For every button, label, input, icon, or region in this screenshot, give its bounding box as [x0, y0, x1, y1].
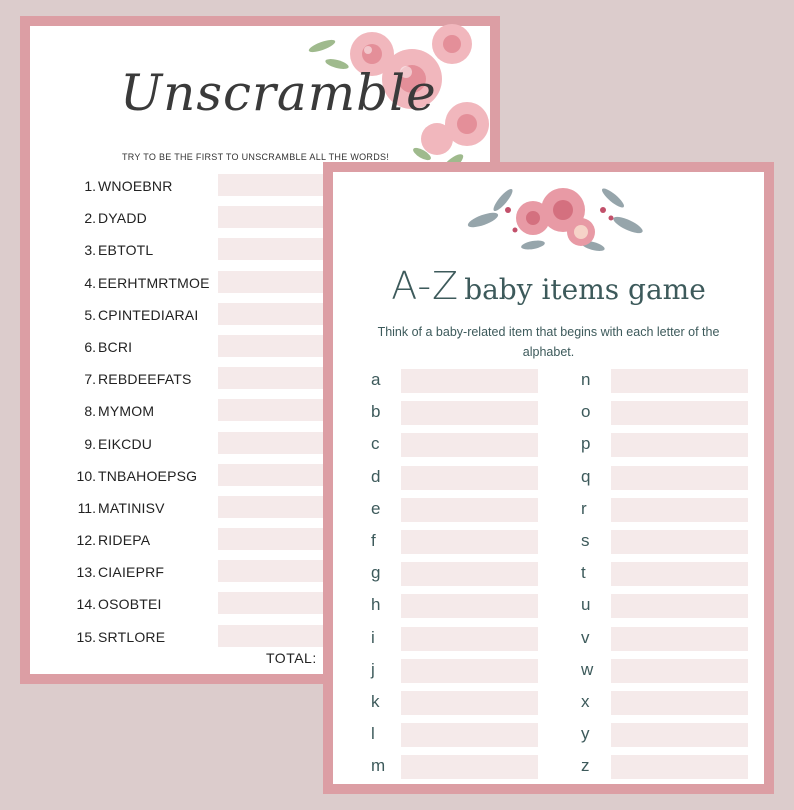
answer-box[interactable]	[611, 755, 748, 779]
answer-box[interactable]	[401, 659, 538, 683]
answer-box[interactable]	[611, 369, 748, 393]
list-item	[363, 592, 543, 624]
letter-label: t	[581, 563, 586, 583]
answer-box[interactable]	[401, 498, 538, 522]
answer-box[interactable]	[611, 562, 748, 586]
scrambled-word: EIKCDU	[98, 435, 153, 452]
list-item	[573, 560, 753, 592]
list-item	[363, 560, 543, 592]
unscramble-title: Unscramble	[120, 64, 437, 122]
answer-box[interactable]	[401, 594, 538, 618]
list-item	[363, 496, 543, 528]
list-item	[573, 625, 753, 657]
answer-box[interactable]	[611, 498, 748, 522]
item-number: 10.	[76, 467, 96, 484]
list-item	[573, 592, 753, 624]
answer-box[interactable]	[611, 530, 748, 554]
item-number: 2.	[84, 210, 96, 227]
list-item	[363, 689, 543, 721]
answer-box[interactable]	[611, 723, 748, 747]
scrambled-word: CIAIEPRF	[98, 564, 165, 581]
letter-label: q	[581, 466, 591, 486]
scrambled-word: MYMOM	[98, 403, 155, 420]
letter-label: a	[371, 370, 381, 389]
scrambled-word: MATINISV	[98, 499, 165, 516]
list-item	[573, 753, 753, 785]
az-game-card	[323, 162, 774, 794]
letter-label: d	[371, 466, 381, 486]
answer-box[interactable]	[401, 530, 538, 554]
az-column-left	[363, 367, 543, 785]
scrambled-word: BCRI	[98, 338, 133, 355]
list-item	[573, 496, 753, 528]
scrambled-word: TNBAHOEPSG	[98, 467, 198, 484]
answer-box[interactable]	[611, 659, 748, 683]
list-item	[363, 367, 543, 399]
answer-box[interactable]	[611, 401, 748, 425]
az-title-small: baby items game	[464, 273, 706, 306]
letter-label: o	[581, 402, 591, 422]
item-number: 15.	[76, 628, 96, 645]
letter-label: n	[581, 370, 591, 389]
answer-box[interactable]	[401, 466, 538, 490]
item-number: 9.	[84, 435, 96, 452]
list-item	[363, 399, 543, 431]
item-number: 6.	[84, 338, 96, 355]
letter-label: s	[581, 530, 590, 550]
answer-box[interactable]	[611, 466, 748, 490]
answer-box[interactable]	[611, 627, 748, 651]
letter-label: i	[371, 627, 375, 647]
list-item	[573, 399, 753, 431]
item-number: 1.	[84, 178, 96, 194]
list-item	[573, 721, 753, 753]
item-number: 14.	[76, 596, 96, 613]
answer-box[interactable]	[401, 723, 538, 747]
az-column-right	[573, 367, 753, 785]
item-number: 3.	[84, 242, 96, 259]
answer-box[interactable]	[611, 594, 748, 618]
letter-label: b	[371, 402, 381, 422]
list-item	[363, 657, 543, 689]
letter-label: c	[371, 434, 380, 454]
scrambled-word: OSOBTEI	[98, 596, 162, 613]
list-item	[573, 431, 753, 463]
letter-label: v	[581, 627, 590, 647]
letter-label: r	[581, 498, 587, 518]
letter-label: k	[371, 691, 380, 711]
scrambled-word: SRTLORE	[98, 628, 166, 645]
answer-box[interactable]	[401, 562, 538, 586]
list-item	[363, 528, 543, 560]
scrambled-word: EERHTMRTMOE	[98, 274, 210, 291]
scrambled-word: CPINTEDIARAI	[98, 306, 199, 323]
list-item	[573, 689, 753, 721]
az-title	[333, 264, 764, 308]
answer-box[interactable]	[401, 627, 538, 651]
item-number: 12.	[76, 532, 96, 549]
answer-box[interactable]	[401, 369, 538, 393]
answer-box[interactable]	[401, 691, 538, 715]
scrambled-word: RIDEPA	[98, 532, 151, 549]
list-item	[573, 528, 753, 560]
answer-box[interactable]	[401, 433, 538, 457]
answer-box[interactable]	[611, 691, 748, 715]
item-number: 5.	[84, 306, 96, 323]
letter-label: p	[581, 434, 591, 454]
letter-label: m	[371, 756, 386, 776]
scrambled-word: DYADD	[98, 210, 147, 227]
list-item	[363, 753, 543, 785]
answer-box[interactable]	[401, 401, 538, 425]
list-item	[363, 464, 543, 496]
item-number: 13.	[76, 564, 96, 581]
az-title-big: A-Z	[391, 264, 460, 308]
az-description: Think of a baby-related item that begins with each letter of the alphabet.	[377, 325, 720, 359]
scrambled-word: WNOEBNR	[98, 178, 173, 194]
item-number: 7.	[84, 371, 96, 388]
letter-label: j	[371, 659, 375, 679]
letter-label: x	[581, 691, 590, 711]
answer-box[interactable]	[401, 755, 538, 779]
item-number: 8.	[84, 403, 96, 420]
scrambled-word: EBTOTL	[98, 242, 154, 259]
letter-label: g	[371, 563, 381, 583]
list-item	[573, 367, 753, 399]
letter-label: y	[581, 724, 590, 744]
list-item	[363, 431, 543, 463]
unscramble-subtitle: TRY TO BE THE FIRST TO UNSCRAMBLE ALL THE WORDS!	[122, 152, 390, 162]
letter-label: l	[371, 724, 375, 744]
letter-label: e	[371, 498, 381, 518]
item-number: 11.	[77, 499, 96, 516]
scrambled-word: REBDEEFATS	[98, 371, 192, 388]
letter-label: u	[581, 595, 591, 615]
letter-label: z	[581, 756, 590, 776]
letter-label: h	[371, 595, 381, 615]
list-item	[363, 721, 543, 753]
answer-box[interactable]	[611, 433, 748, 457]
letter-label: f	[371, 530, 376, 550]
list-item	[573, 657, 753, 689]
list-item	[363, 625, 543, 657]
total-label: TOTAL:	[266, 650, 317, 666]
list-item	[573, 464, 753, 496]
letter-label: w	[581, 659, 594, 679]
item-number: 4.	[84, 274, 96, 291]
floral-decoration-icon	[463, 180, 653, 260]
